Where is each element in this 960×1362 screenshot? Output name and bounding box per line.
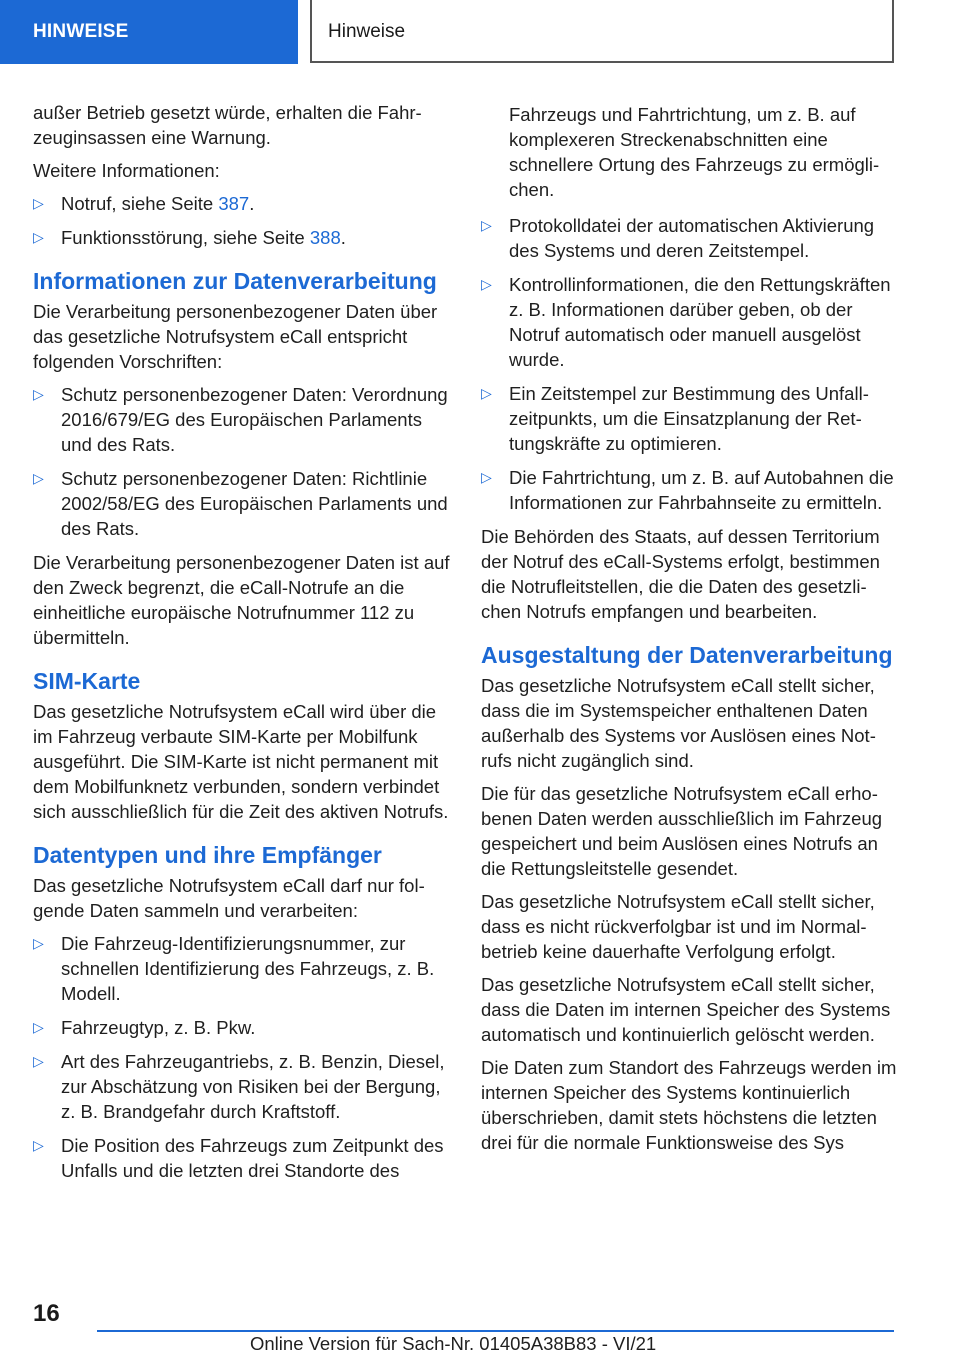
right-column	[481, 102, 899, 1163]
triangle-bullet-icon: ▷	[481, 217, 492, 233]
page-number: 16	[33, 1300, 60, 1327]
list-item-text: Schutz personenbezogener Daten: Verordnung 2016/679/EG des Europäischen Parlaments und des Rats.	[61, 384, 448, 455]
triangle-bullet-icon: ▷	[481, 276, 492, 292]
list-item-text: Die Position des Fahrzeugs zum Zeitpunkt des Unfalls und die letzten drei Standorte des	[61, 1135, 444, 1181]
list-item	[33, 382, 450, 457]
paragraph: Das gesetzliche Notrufsystem eCall stellt sicher, dass die Daten im internen Speicher des Systems automatisch und kontinuierlich gelöscht werden.	[481, 974, 891, 1045]
paragraph: Die Behörden des Staats, auf dessen Territorium der Notruf des eCall-Systems erfolgt, bestimmen die Notrufleitstellen, die die Daten des gesetzlichen Notrufs empfangen und bearbeiten.	[481, 526, 880, 622]
triangle-bullet-icon: ▷	[481, 385, 492, 401]
triangle-bullet-icon: ▷	[481, 469, 492, 485]
list-item-text: Protokolldatei der automatischen Aktivierung des Systems und deren Zeitstempel.	[509, 215, 875, 261]
paragraph: Das gesetzliche Notrufsystem eCall darf nur folgende Daten sammeln und verarbeiten:	[33, 875, 425, 921]
list-item-end: .	[340, 227, 346, 248]
paragraph: Das gesetzliche Notrufsystem eCall stellt sicher, dass es nicht rückverfolgbar ist und im Normalbetrieb keine dauerhafte Verfolgung erfolgt.	[481, 891, 875, 962]
paragraph: Die Verarbeitung personenbezogener Daten ist auf den Zweck begrenzt, die eCall-Notrufe an die einheitliche europäische Notrufnummer 112 zu übermitteln.	[33, 552, 450, 648]
page-link-387[interactable]: 387	[218, 193, 250, 214]
triangle-bullet-icon: ▷	[33, 386, 44, 402]
triangle-bullet-icon: ▷	[33, 935, 44, 951]
paragraph: Die Daten zum Standort des Fahrzeugs werden im internen Speicher des Systems kontinuierlich überschrieben, damit stets höchstens die letzten drei für die normale Funktionsweise des Sys	[481, 1057, 897, 1153]
section-tab[interactable]: HINWEISE	[0, 0, 298, 64]
section-heading: Datentypen und ihre Empfänger	[33, 842, 382, 868]
list-item	[33, 1049, 450, 1124]
paragraph: Die für das gesetzliche Notrufsystem eCall erhobenen Daten werden ausschließlich im Fahrzeug gespeichert und beim Auslösen eines Notrufs an die Rettungsleitstelle gesendet.	[481, 783, 883, 879]
list-item	[481, 381, 899, 456]
list-item	[33, 931, 450, 1006]
list-item-text: Notruf, siehe Seite	[61, 193, 219, 214]
page-link-388[interactable]: 388	[309, 227, 341, 248]
list-item	[33, 1015, 450, 1040]
list-item-text: Fahrzeugtyp, z. B. Pkw.	[61, 1017, 256, 1038]
list-item-continuation	[481, 102, 899, 202]
section-heading: Ausgestaltung der Datenverarbeitung	[481, 642, 893, 668]
paragraph: Die Verarbeitung personenbezogener Daten über das gesetzliche Notrufsystem eCall entspricht folgenden Vorschriften:	[33, 301, 438, 372]
list-item	[33, 225, 450, 250]
list-item-text: Funktionsstörung, siehe Seite	[61, 227, 310, 248]
triangle-bullet-icon: ▷	[33, 229, 44, 245]
list-item-text: Schutz personenbezogener Daten: Richtlinie 2002/58/EG des Europäischen Parlaments und des Rats.	[61, 468, 448, 539]
triangle-bullet-icon: ▷	[33, 470, 44, 486]
section-heading: SIM-Karte	[33, 668, 141, 694]
triangle-bullet-icon: ▷	[33, 1019, 44, 1035]
list-item	[481, 272, 899, 372]
list-item	[481, 465, 899, 515]
list-item-text: Die Fahrzeug-Identifizierungsnummer, zur schnellen Identifizierung des Fahrzeugs, z. B. Modell.	[61, 933, 435, 1004]
page-header-title: Hinweise	[310, 0, 894, 63]
paragraph: außer Betrieb gesetzt würde, erhalten die Fahrzeuginsassen eine Warnung.	[33, 102, 422, 148]
list-item	[481, 213, 899, 263]
footer-divider	[97, 1330, 894, 1332]
section-heading: Informationen zur Datenverarbeitung	[33, 268, 437, 294]
paragraph: Das gesetzliche Notrufsystem eCall stellt sicher, dass die im Systemspeicher enthaltenen Daten außerhalb des Systems vor Auslösen eines Notrufs nicht zugänglich sind.	[481, 675, 876, 771]
list-item-text: Die Fahrtrichtung, um z. B. auf Autobahnen die Informationen zur Fahrbahnseite zu ermitteln.	[509, 467, 894, 513]
triangle-bullet-icon: ▷	[33, 1053, 44, 1069]
list-item-text: Ein Zeitstempel zur Bestimmung des Unfallzeitpunkts, um die Einsatzplanung der Rettungskräfte zu optimieren.	[509, 383, 869, 454]
list-item	[33, 1133, 450, 1183]
list-item-text: Art des Fahrzeugantriebs, z. B. Benzin, Diesel, zur Abschätzung von Risiken bei der Bergung, z. B. Brandgefahr durch Kraftstoff.	[61, 1051, 445, 1122]
triangle-bullet-icon: ▷	[33, 1137, 44, 1153]
list-item	[33, 191, 450, 216]
triangle-bullet-icon: ▷	[33, 195, 44, 211]
list-item-end: .	[249, 193, 255, 214]
footer-text: Online Version für Sach-Nr. 01405A38B83 - VI/21	[250, 1333, 657, 1354]
paragraph: Weitere Informationen:	[33, 160, 220, 181]
list-item-text: Kontrollinformationen, die den Rettungskräften z. B. Informationen darüber geben, ob der Notruf automatisch oder manuell ausgelöst wurde.	[509, 274, 891, 370]
paragraph: Das gesetzliche Notrufsystem eCall wird über die im Fahrzeug verbaute SIM-Karte per Mobilfunk ausgeführt. Die SIM-Karte ist nicht permanent mit dem Mobilfunknetz verbunden, sondern verbindet sich ausschließlich für die Zeit des aktiven Notrufs.	[33, 701, 449, 822]
list-item-text: Fahrzeugs und Fahrtrichtung, um z. B. auf komplexeren Streckenabschnitten eine schnellere Ortung des Fahrzeugs zu ermöglichen.	[509, 104, 880, 200]
list-item	[33, 466, 450, 541]
left-column	[33, 100, 450, 1192]
